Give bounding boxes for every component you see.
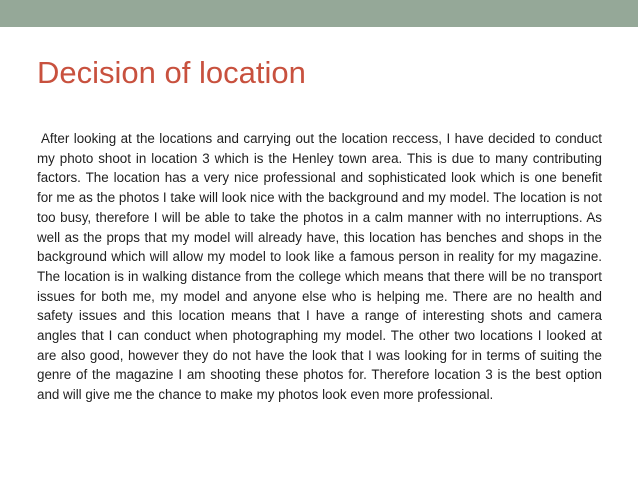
- top-decorative-band: [0, 0, 638, 27]
- slide-title: Decision of location: [37, 55, 306, 90]
- slide-body-text: After looking at the locations and carrying out the location reccess, I have decided to conduct my photo shoot in location 3 which is the Henley town area. This is due to many contributing factors. The location has a very nice professional and sophisticated look which is one benefit for me as the photos I take will look nice with the background and my model. The location is not too busy, therefore I will be able to take the photos in a calm manner with no interruptions. As well as the props that my model will already have, this location has benches and shops in the background which will allow my model to look like a famous person in reality for my magazine. The location is in walking distance from the college which means that there will be no transport issues for both me, my model and anyone else who is helping me. There are no health and safety issues and this location means that I have a range of interesting shots and camera angles that I can conduct when photographing my model. The other two locations I looked at are also good, however they do not have the look that I was looking for in terms of suiting the genre of the magazine I am shooting these photos for. Therefore location 3 is the best option and will give me the chance to make my photos look even more professional.: [37, 131, 602, 403]
